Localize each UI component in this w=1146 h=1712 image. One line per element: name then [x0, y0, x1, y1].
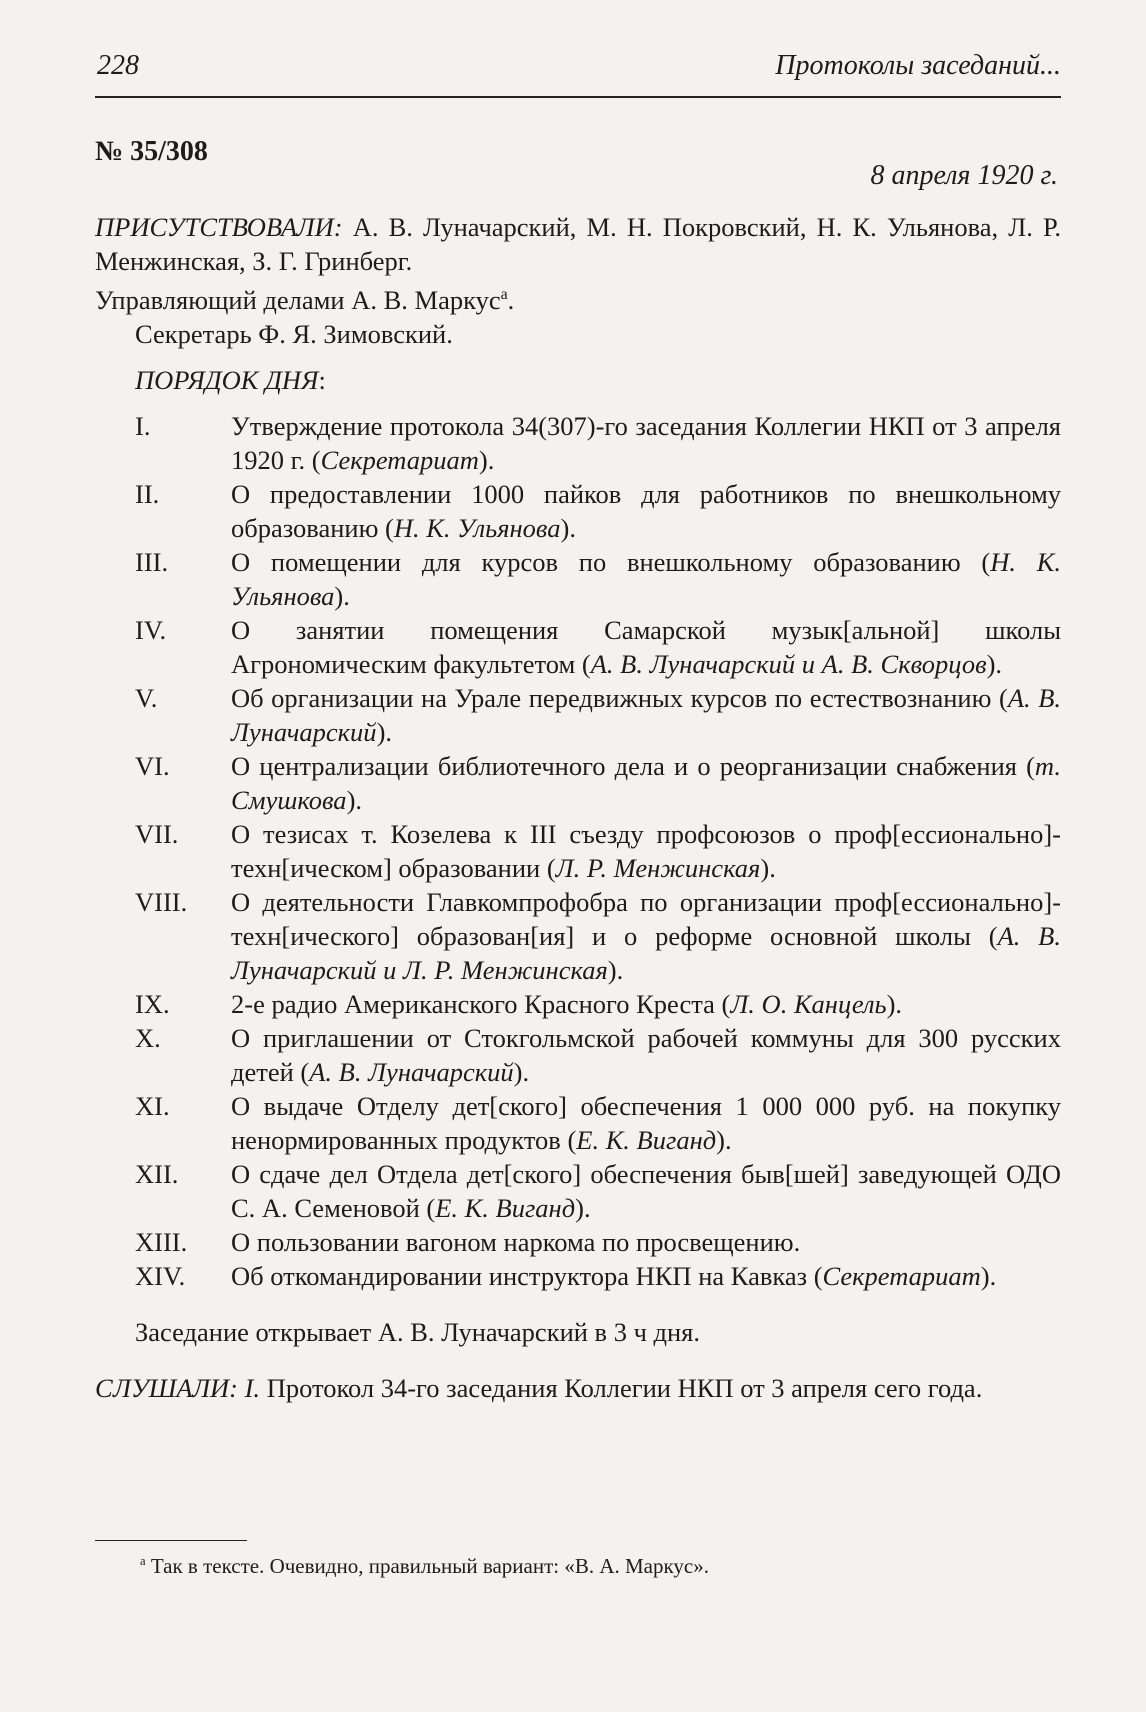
agenda-item-text: О помещении для курсов по внешкольному образованию ( — [231, 546, 991, 577]
agenda-label-colon: : — [318, 364, 326, 395]
agenda-item-number: XIII. — [135, 1226, 188, 1257]
manager-line — [95, 278, 1061, 317]
agenda-item-speaker: Е. К. Виганд — [435, 1192, 576, 1223]
agenda-item-speaker: Секретариат — [822, 1260, 981, 1291]
agenda-item-speaker: А. В. Луначарский и А. В. Скворцов — [590, 648, 987, 679]
agenda-item — [135, 613, 1061, 681]
agenda-item-end: ). — [575, 1192, 591, 1223]
agenda-item-end: ). — [716, 1124, 732, 1155]
manager-end: . — [507, 284, 515, 315]
agenda-item-number: IX. — [135, 988, 170, 1019]
agenda-item-number: III. — [135, 546, 169, 577]
agenda-item-text: О централизации библиотечного дела и о реорганизации снабжения ( — [231, 750, 1035, 781]
secretary-line: Секретарь Ф. Я. Зимовский. — [135, 318, 453, 349]
agenda-item-text: О сдаче дел Отдела дет[ского] обеспечения быв[шей] заведующей ОДО С. А. Семеновой ( — [231, 1158, 1061, 1223]
agenda-item-end: ). — [980, 1260, 997, 1291]
agenda-item-speaker: А. В. Луначарский — [309, 1056, 514, 1087]
agenda-item-end: ). — [346, 784, 363, 815]
present-label: ПРИСУТСТВОВАЛИ: — [95, 212, 343, 242]
document-date: 8 апреля 1920 г. — [870, 160, 1058, 191]
page-number: 228 — [97, 50, 139, 81]
agenda-list — [135, 409, 1061, 1293]
running-title: Протоколы заседаний... — [775, 50, 1061, 81]
agenda-item — [135, 681, 1061, 749]
agenda-item-number: XI. — [135, 1090, 170, 1121]
agenda-item-number: IV. — [135, 614, 167, 645]
agenda-item-number: VI. — [135, 750, 170, 781]
agenda-item-end: ). — [513, 1056, 530, 1087]
opening-line: Заседание открывает А. В. Луначарский в 3 ч дня. — [135, 1316, 701, 1347]
agenda-item-speaker: Секретариат — [320, 444, 479, 475]
agenda-item — [135, 1259, 1061, 1293]
agenda-item — [135, 477, 1061, 545]
agenda-item-speaker: Е. К. Виганд — [576, 1124, 717, 1155]
agenda-item-speaker: А. В. Луначарский — [231, 682, 1062, 747]
present-names: А. В. Луначарский, М. Н. Покровский, Н. К. Ульянова, Л. Р. Менжинская, З. Г. Гринберг. — [95, 212, 1061, 276]
agenda-item-number: VIII. — [135, 886, 188, 917]
agenda-heading — [95, 363, 1061, 397]
agenda-item-number: X. — [135, 1022, 161, 1053]
agenda-item-speaker: Н. К. Ульянова — [393, 512, 561, 543]
agenda-item-end: ). — [886, 988, 903, 1019]
manager-text: Управляющий делами А. В. Маркус — [95, 284, 501, 315]
agenda-item-speaker: Л. О. Канцель — [730, 988, 887, 1019]
document-body — [95, 210, 1061, 1405]
agenda-item-speaker: Н. К. Ульянова — [231, 546, 1061, 611]
agenda-item-text: О тезисах т. Козелева к III съезду профсоюзов о проф[ессионально]-техн[ическом] образовании ( — [231, 818, 1061, 883]
footnote-divider — [95, 1540, 247, 1541]
agenda-item-number: XII. — [135, 1158, 179, 1189]
agenda-item-text: О деятельности Главкомпрофобра по организации проф[ессионально]-техн[ического] образован[ия] и о реформе основной школы ( — [231, 886, 1061, 951]
heard-paragraph — [95, 1371, 1061, 1405]
page-header — [95, 50, 1061, 98]
agenda-item-number: XIV. — [135, 1260, 186, 1291]
agenda-item-end: ). — [760, 852, 776, 883]
agenda-item-speaker: Л. Р. Менжинская — [555, 852, 761, 883]
agenda-item-text: Утверждение протокола 34(307)-го заседания Коллегии НКП от 3 апреля 1920 г. ( — [231, 410, 1061, 475]
agenda-item-end: ). — [376, 716, 393, 747]
agenda-item-end: ). — [607, 954, 624, 985]
agenda-item-text: О приглашении от Стокгольмской рабочей коммуны для 300 русских детей ( — [231, 1022, 1061, 1087]
agenda-item — [135, 885, 1061, 987]
agenda-item-text: О выдаче Отделу дет[ского] обеспечения 1 000 000 руб. на покупку ненормированных продуктов ( — [231, 1090, 1061, 1155]
agenda-item — [135, 545, 1061, 613]
agenda-item — [135, 1021, 1061, 1089]
agenda-item-text: О занятии помещения Самарской музык[альной] школы Агрономическим факультетом ( — [231, 614, 1061, 679]
agenda-item — [135, 1089, 1061, 1157]
agenda-item-text: Об откомандировании инструктора НКП на Кавказ ( — [231, 1260, 823, 1291]
agenda-item-end: ). — [560, 512, 576, 543]
footnote-ref: а — [500, 286, 508, 303]
agenda-item-text: 2-е радио Американского Красного Креста ( — [231, 988, 731, 1019]
agenda-item — [135, 1225, 1061, 1259]
agenda-item-end: ). — [478, 444, 495, 475]
agenda-item-number: I. — [135, 410, 151, 441]
agenda-item-text: О предоставлении 1000 пайков для работников по внешкольному образованию ( — [231, 478, 1061, 543]
agenda-item-speaker: А. В. Луначарский и Л. Р. Менжинская — [231, 920, 1061, 985]
agenda-item-end: ). — [334, 580, 350, 611]
footnote-text: Так в тексте. Очевидно, правильный вариант: «В. А. Маркус». — [145, 1554, 709, 1578]
document-number: № 35/308 — [95, 136, 208, 167]
agenda-item — [135, 409, 1061, 477]
agenda-item — [135, 987, 1061, 1021]
agenda-item-number: VII. — [135, 818, 179, 849]
agenda-item-speaker: т. Смушкова — [231, 750, 1061, 815]
agenda-item — [135, 749, 1061, 817]
agenda-item-number: V. — [135, 682, 158, 713]
agenda-item — [135, 817, 1061, 885]
present-paragraph — [95, 210, 1061, 278]
heard-text: Протокол 34-го заседания Коллегии НКП от 3 апреля сего года. — [260, 1372, 983, 1403]
agenda-item-text: Об организации на Урале передвижных курсов по естествознанию ( — [231, 682, 1008, 713]
footnote — [140, 1554, 709, 1579]
agenda-label: ПОРЯДОК ДНЯ — [135, 364, 319, 395]
agenda-item-end: ). — [986, 648, 1003, 679]
agenda-item-text: О пользовании вагоном наркома по просвещению. — [231, 1226, 801, 1257]
heard-label: СЛУШАЛИ: I. — [95, 1372, 261, 1403]
agenda-item — [135, 1157, 1061, 1225]
agenda-item-number: II. — [135, 478, 160, 509]
footnote-mark: а — [140, 1554, 146, 1568]
